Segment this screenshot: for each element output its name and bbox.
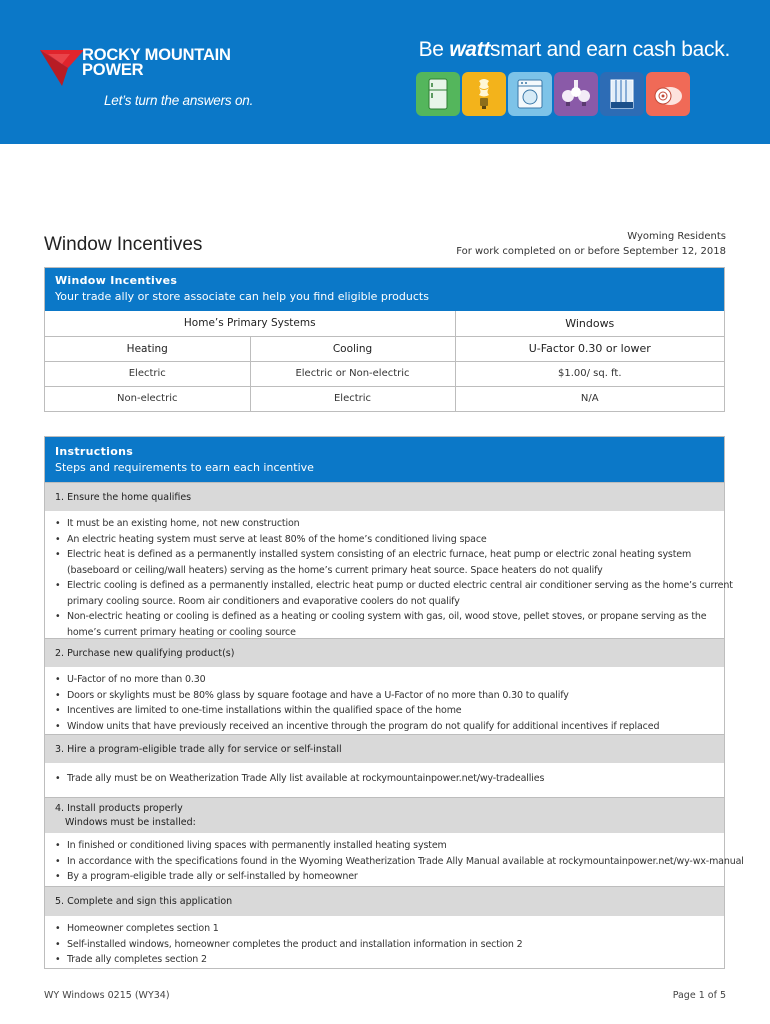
cell-heating: Non-electric [45, 386, 250, 411]
list-item: • Self-installed windows, homeowner completes the product and installation information in section 2 [55, 937, 714, 953]
washer-icon [508, 72, 552, 116]
list-item: • Non-electric heating or cooling is defined as a heating or cooling system with gas, oil, wood stove, pellet stoves, or propane serving as the [55, 609, 714, 625]
work-date: For work completed on or before September 12, 2018 [456, 246, 726, 257]
list-item-continued: home’s current primary heating or cooling source [67, 626, 296, 638]
page-number: Page 1 of 5 [672, 990, 726, 1001]
step-2-header: 2. Purchase new qualifying product(s) [45, 638, 724, 667]
form-id: WY Windows 0215 (WY34) [44, 990, 170, 1001]
table-header-row [45, 311, 724, 336]
list-item: • Trade ally must be on Weatherization Trade Ally list available at rockymountainpower.net/wy-tradeallies [55, 771, 714, 787]
header-band [0, 0, 770, 144]
table-row [45, 386, 724, 411]
list-item: • In finished or conditioned living spaces with permanently installed heating system [55, 838, 714, 854]
step-4-header [45, 797, 724, 833]
instructions-subtitle: Steps and requirements to earn each incentive [55, 461, 314, 474]
brand-line-1: ROCKY MOUNTAIN [82, 46, 231, 64]
table-row [45, 361, 724, 386]
incentives-subtitle: Your trade ally or store associate can help you find eligible products [55, 290, 429, 303]
residents-label: Wyoming Residents [627, 231, 726, 242]
page-title: Window Incentives [44, 234, 203, 255]
step-5-body [45, 916, 724, 968]
col-group-header: Home’s Primary Systems [45, 311, 455, 336]
incentives-section [44, 267, 725, 412]
list-item: • Incentives are limited to one-time installations within the qualified space of the home [55, 703, 714, 719]
ceiling-light-icon [554, 72, 598, 116]
step-4-title: 4. Install products properly [55, 803, 183, 814]
list-item: • It must be an existing home, not new construction [55, 516, 714, 532]
insulation-icon [646, 72, 690, 116]
cell-heating: Electric [45, 361, 250, 386]
list-item: • Electric cooling is defined as a permanently installed, electric heat pump or ducted electric central air conditioner serving as the home’s current [55, 578, 714, 594]
list-item: • Trade ally completes section 2 [55, 952, 714, 968]
list-item: • By a program-eligible trade ally or self-installed by homeowner [55, 869, 714, 885]
step-4-body [45, 833, 744, 886]
col-ufactor-header: U-Factor 0.30 or lower [455, 336, 724, 361]
window-icon [600, 72, 644, 116]
slogan: Be wattsmart and earn cash back. [418, 38, 730, 61]
list-item: • Doors or skylights must be 80% glass by square footage and have a U-Factor of no more than 0.30 to qualify [55, 688, 714, 704]
incentives-title: Window Incentives [55, 274, 178, 287]
list-item: • In accordance with the specifications found in the Wyoming Weatherization Trade Ally Manual available at rockymountainpower.net/wy-wx-manual [55, 854, 714, 870]
step-4-subtitle: Windows must be installed: [65, 817, 196, 828]
cell-cooling: Electric or Non-electric [250, 361, 455, 386]
list-item: • Homeowner completes section 1 [55, 921, 714, 937]
instructions-section [44, 436, 744, 969]
col-windows-header: Windows [455, 311, 724, 336]
incentives-header [45, 268, 724, 311]
cell-windows: $1.00/ sq. ft. [455, 361, 724, 386]
list-item: • Window units that have previously received an incentive through the program do not qualify for additional incentives if replaced [55, 719, 714, 735]
col-heating-header: Heating [45, 336, 250, 361]
incentives-table [45, 311, 724, 411]
list-item: • Electric heat is defined as a permanently installed system consisting of an electric furnace, heat pump or electric zonal heating system [55, 547, 714, 563]
brand-line-2: POWER [82, 61, 144, 79]
refrigerator-icon [416, 72, 460, 116]
step-1-header: 1. Ensure the home qualifies [45, 482, 724, 511]
cell-windows: N/A [455, 386, 724, 411]
list-item: • U-Factor of no more than 0.30 [55, 672, 714, 688]
step-5-header: 5. Complete and sign this application [45, 886, 724, 916]
residents-info [456, 229, 726, 259]
step-1-body [45, 511, 733, 638]
product-icon-row [416, 72, 730, 116]
list-item-continued: primary cooling source. Room air conditioners and evaporative coolers do not qualify [67, 595, 460, 607]
step-3-body [45, 763, 724, 797]
step-3-header: 3. Hire a program-eligible trade ally for service or self-install [45, 734, 724, 763]
list-item: • An electric heating system must serve at least 80% of the home’s conditioned living space [55, 532, 714, 548]
col-cooling-header: Cooling [250, 336, 455, 361]
light-bulb-icon [462, 72, 506, 116]
instructions-title: Instructions [55, 445, 134, 458]
table-subheader-row [45, 336, 724, 361]
logo-mark-icon [40, 46, 84, 86]
step-2-body [45, 667, 724, 734]
cell-cooling: Electric [250, 386, 455, 411]
tagline: Let’s turn the answers on. [104, 93, 254, 108]
instructions-header [45, 437, 724, 482]
list-item-continued: (baseboard or ceiling/wall heaters) serving as the home’s current primary heat source. Space heaters do not qualify [67, 564, 603, 576]
